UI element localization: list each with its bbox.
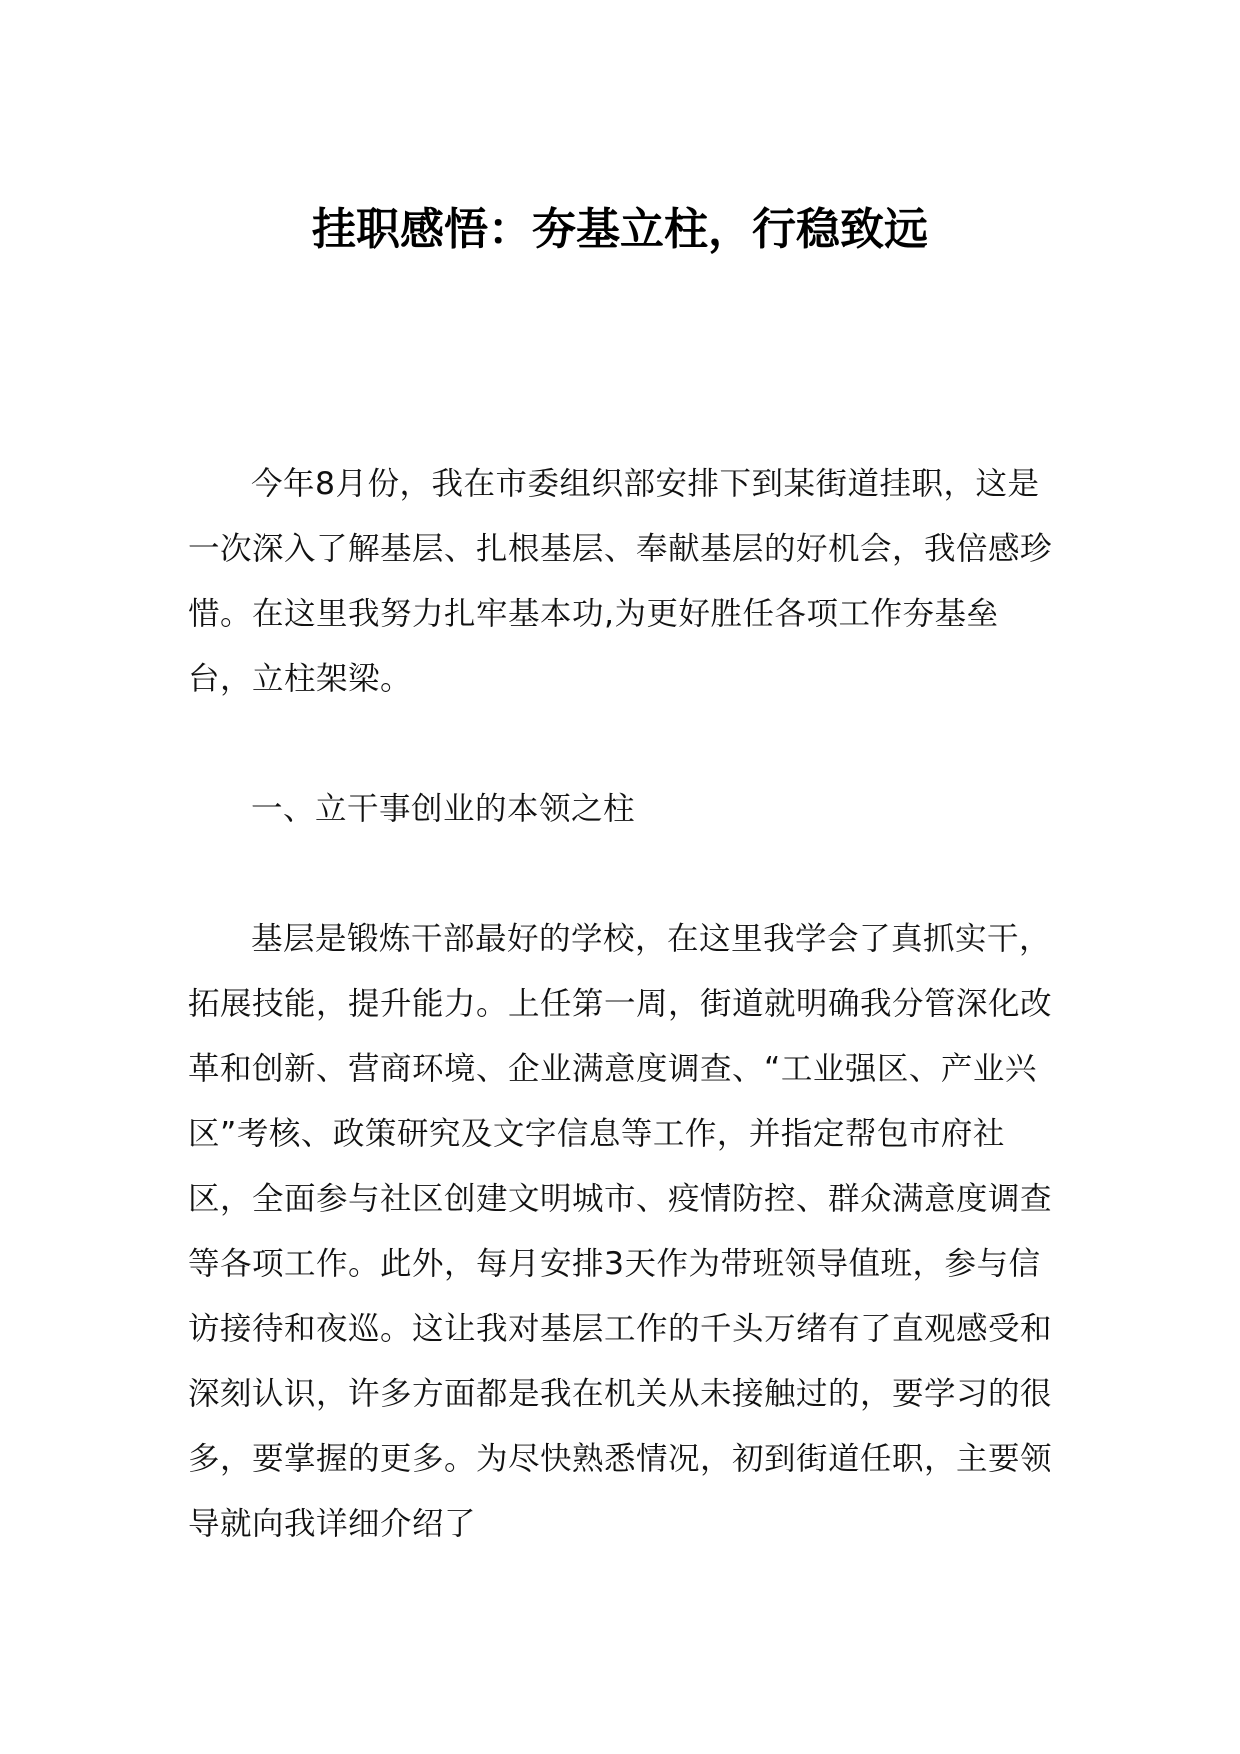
intro-paragraph: 今年8月份，我在市委组织部安排下到某街道挂职，这是一次深入了解基层、扎根基层、奉献基层的好机会，我倍感珍惜。在这里我努力扎牢基本功,为更好胜任各项工作夯基垒台，立柱架梁。 (188, 466, 1053, 697)
section-heading: 一、立干事创业的本领之柱 (251, 791, 636, 827)
body-paragraph: 基层是锻炼干部最好的学校，在这里我学会了真抓实干，拓展技能，提升能力。上任第一周，街道就明确我分管深化改革和创新、营商环境、企业满意度调查、“工业强区、产业兴区”考核、政策研究及文字信息等工作，并指定帮包市府社区，全面参与社区创建文明城市、疫情防控、群众满意度调查等各项工作。此外，每月安排3天作为带班领导值班，参与信访接待和夜巡。这让我对基层工作的千头万绪有了直观感受和深刻认识，许多方面都是我在机关从未接触过的，要学习的很多，要掌握的更多。为尽快熟悉情况，初到街道任职，主要领导就向我详细介绍了 (188, 921, 1053, 1542)
document-title: 挂职感悟：夯基立柱，行稳致远 (312, 204, 928, 255)
